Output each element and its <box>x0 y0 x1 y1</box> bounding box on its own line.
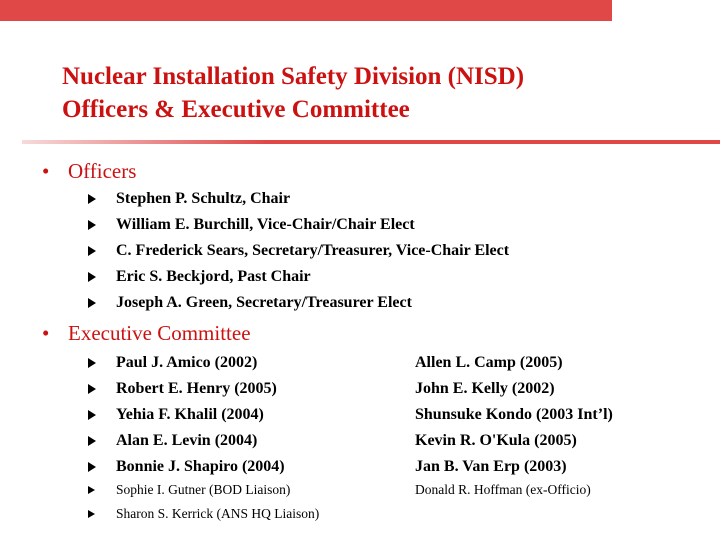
arrow-bullet-icon <box>88 272 96 282</box>
member-name: Paul J. Amico (2002) <box>116 354 258 371</box>
arrow-bullet-icon <box>88 298 96 308</box>
officer-name: Stephen P. Schultz, Chair <box>116 190 291 207</box>
executive-committee-heading <box>42 320 251 346</box>
list-item <box>88 376 285 402</box>
executive-committee-heading-text: Executive Committee <box>68 321 251 345</box>
list-item: Allen L. Camp (2005) <box>415 354 563 371</box>
list-item: Jan B. Van Erp (2003) <box>415 458 567 475</box>
list-item <box>88 402 285 428</box>
arrow-bullet-icon <box>88 246 96 256</box>
title-line-1: Nuclear Installation Safety Division (NISD) <box>62 63 525 90</box>
officer-name: C. Frederick Sears, Secretary/Treasurer, Vice-Chair Elect <box>116 242 510 259</box>
arrow-bullet-icon <box>88 462 96 472</box>
list-item: Donald R. Hoffman (ex-Officio) <box>415 482 591 497</box>
title-line-2: Officers & Executive Committee <box>62 96 410 123</box>
liaison-name: Sophie I. Gutner (BOD Liaison) <box>116 482 291 497</box>
list-item <box>88 502 319 526</box>
list-item <box>88 238 509 264</box>
list-item <box>88 478 319 502</box>
slide-title <box>62 60 702 126</box>
top-accent-bar <box>0 0 612 21</box>
list-item <box>88 350 285 376</box>
list-item <box>88 186 509 212</box>
member-name: Yehia F. Khalil (2004) <box>116 406 264 423</box>
officers-list <box>88 186 509 316</box>
arrow-bullet-icon <box>88 194 96 204</box>
list-item <box>88 290 509 316</box>
bullet-icon: • <box>42 321 50 345</box>
member-name: Alan E. Levin (2004) <box>116 432 258 449</box>
bullet-icon: • <box>42 159 50 183</box>
list-item: Shunsuke Kondo (2003 Int’l) <box>415 406 613 423</box>
liaison-list-left <box>88 478 319 526</box>
list-item: Kevin R. O'Kula (2005) <box>415 432 577 449</box>
list-item: John E. Kelly (2002) <box>415 380 555 397</box>
liaison-list-right <box>415 478 591 502</box>
committee-list-left <box>88 350 285 480</box>
list-item <box>88 454 285 480</box>
arrow-bullet-icon <box>88 486 95 494</box>
arrow-bullet-icon <box>88 220 96 230</box>
arrow-bullet-icon <box>88 358 96 368</box>
liaison-name: Sharon S. Kerrick (ANS HQ Liaison) <box>116 506 320 521</box>
officers-heading <box>42 158 136 184</box>
arrow-bullet-icon <box>88 510 95 518</box>
member-name: Bonnie J. Shapiro (2004) <box>116 458 285 475</box>
member-name: Robert E. Henry (2005) <box>116 380 277 397</box>
arrow-bullet-icon <box>88 410 96 420</box>
officer-name: William E. Burchill, Vice-Chair/Chair Elect <box>116 216 415 233</box>
list-item <box>88 212 509 238</box>
officer-name: Eric S. Beckjord, Past Chair <box>116 268 311 285</box>
title-divider <box>22 140 720 144</box>
officers-heading-text: Officers <box>68 159 137 183</box>
arrow-bullet-icon <box>88 436 96 446</box>
list-item <box>88 428 285 454</box>
officer-name: Joseph A. Green, Secretary/Treasurer Elect <box>116 294 412 311</box>
arrow-bullet-icon <box>88 384 96 394</box>
committee-list-right <box>415 350 613 480</box>
list-item <box>88 264 509 290</box>
